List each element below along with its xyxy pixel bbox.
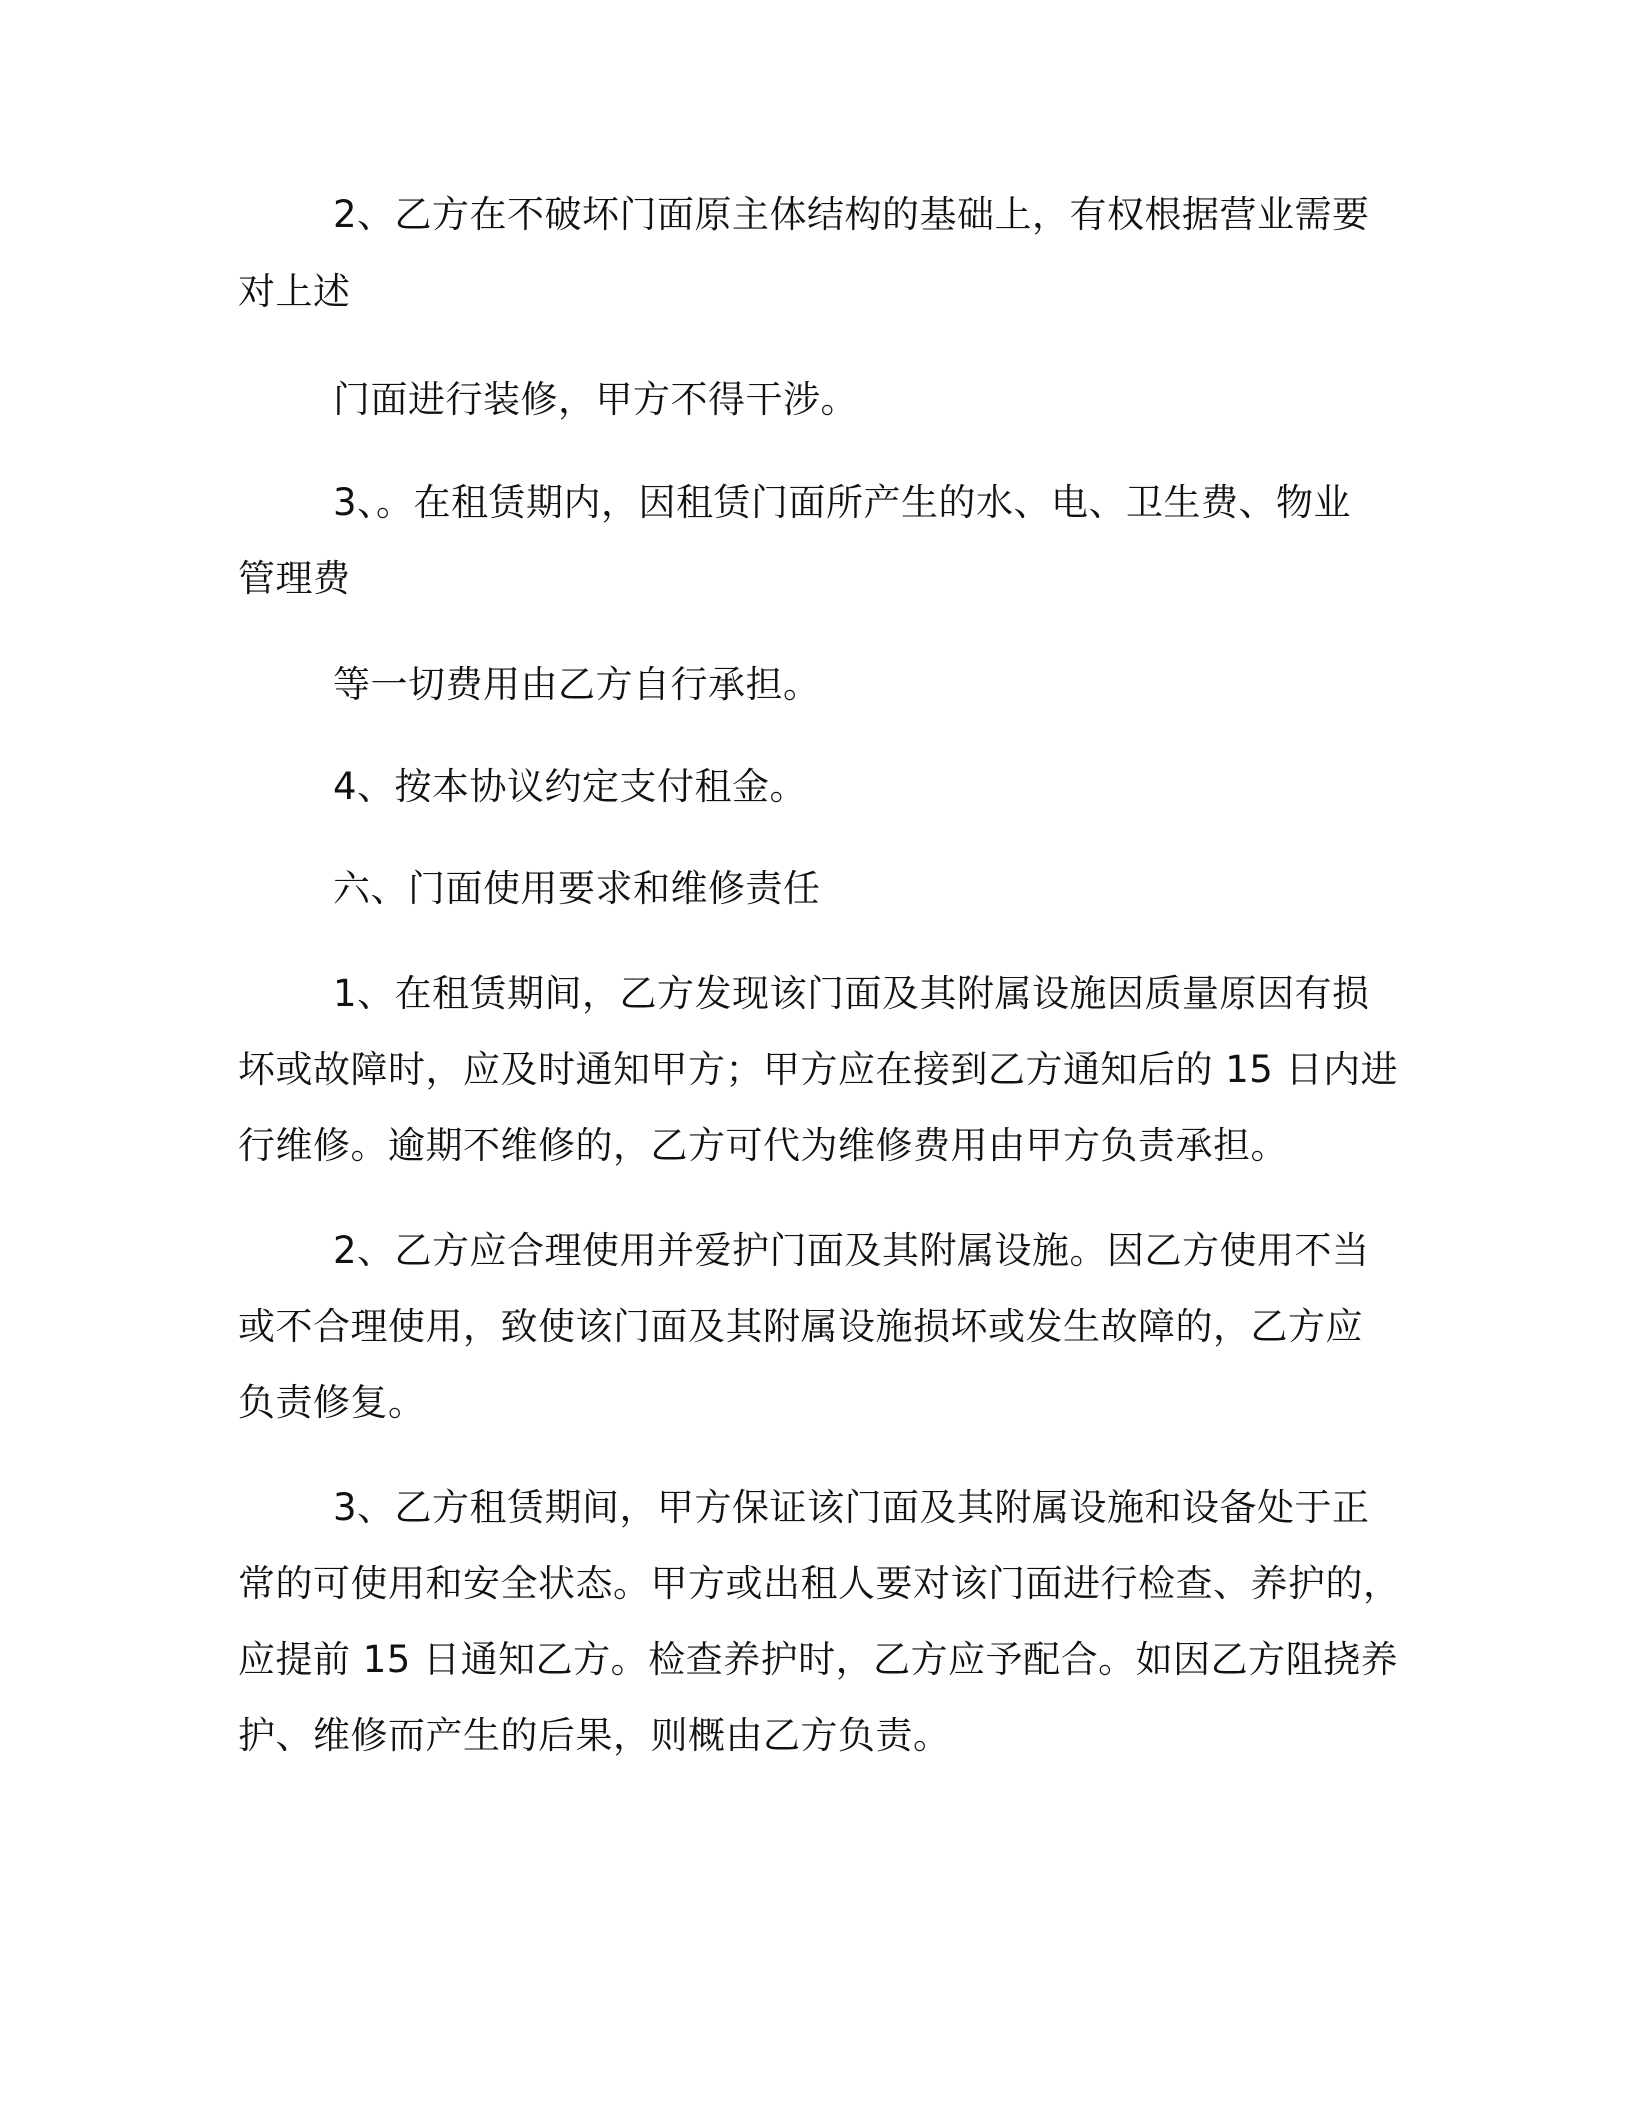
paragraph-line: 等一切费用由乙方自行承担。 [333, 663, 821, 706]
paragraph-line: 对上述 [238, 270, 351, 313]
paragraph-line: 常的可使用和安全状态。甲方或出租人要对该门面进行检查、养护的， [238, 1562, 1401, 1605]
paragraph-line: 2、乙方应合理使用并爱护门面及其附属设施。因乙方使用不当 [333, 1229, 1370, 1272]
paragraph-line: 护、维修而产生的后果，则概由乙方负责。 [238, 1714, 951, 1757]
paragraph-line: 3、乙方租赁期间，甲方保证该门面及其附属设施和设备处于正 [333, 1486, 1370, 1529]
paragraph-line: 行维修。逾期不维修的，乙方可代为维修费用由甲方负责承担。 [238, 1124, 1288, 1167]
paragraph-line: 4、按本协议约定支付租金。 [333, 765, 808, 808]
paragraph-line: 门面进行装修，甲方不得干涉。 [333, 378, 858, 421]
paragraph-line: 坏或故障时，应及时通知甲方；甲方应在接到乙方通知后的 15 日内进 [238, 1048, 1399, 1091]
paragraph-line: 负责修复。 [238, 1381, 426, 1424]
paragraph-line: 3、。在租赁期内，因租赁门面所产生的水、电、卫生费、物业 [333, 481, 1352, 524]
paragraph-line: 应提前 15 日通知乙方。检查养护时，乙方应予配合。如因乙方阻挠养 [238, 1638, 1399, 1681]
paragraph-line: 管理费 [238, 557, 351, 600]
paragraph-line: 2、乙方在不破坏门面原主体结构的基础上，有权根据营业需要 [333, 193, 1370, 236]
paragraph-line: 1、在租赁期间，乙方发现该门面及其附属设施因质量原因有损 [333, 972, 1370, 1015]
paragraph-line: 或不合理使用，致使该门面及其附属设施损坏或发生故障的，乙方应 [238, 1305, 1363, 1348]
section-heading: 六、门面使用要求和维修责任 [333, 867, 821, 910]
